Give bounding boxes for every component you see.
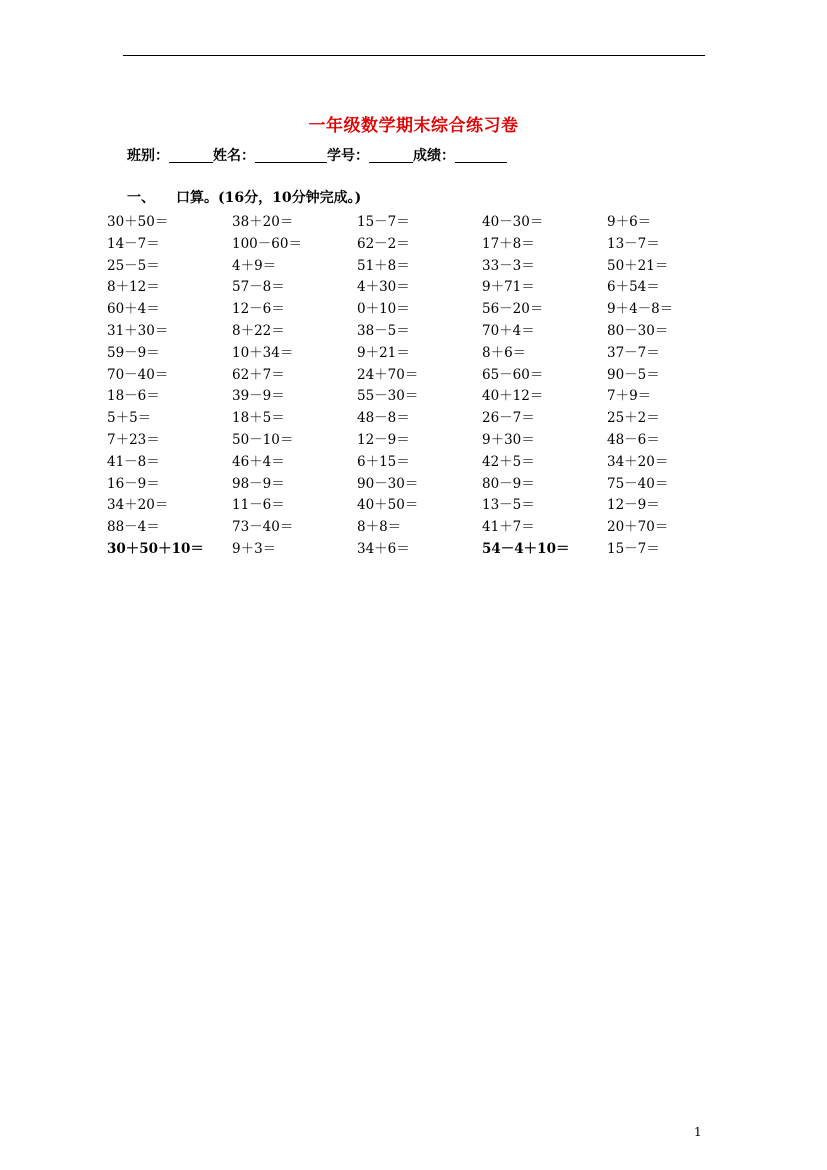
score-blank[interactable]	[455, 148, 507, 163]
problem-row	[107, 275, 767, 297]
problem-item: 88－4＝	[107, 519, 160, 536]
problem-item: 31＋30＝	[107, 322, 169, 339]
problem-item: 13－5＝	[482, 497, 535, 514]
problem-item: 0＋10＝	[357, 301, 410, 318]
problem-item: 6＋54＝	[607, 279, 660, 296]
section-heading	[127, 187, 361, 207]
problem-item: 9＋4－8＝	[607, 301, 674, 318]
problem-item: 6＋15＝	[357, 453, 410, 470]
problem-row	[107, 515, 767, 537]
student-no-label: 学号：	[327, 148, 369, 164]
problem-item: 9＋71＝	[482, 279, 535, 296]
problem-item: 12－9＝	[607, 497, 660, 514]
problem-item: 40＋50＝	[357, 497, 419, 514]
problem-item: 20＋70＝	[607, 519, 669, 536]
section-text: 口算。(16分，10分钟完成。)	[176, 190, 362, 206]
problem-item: 10＋34＝	[232, 344, 294, 361]
problem-item: 48－8＝	[357, 410, 410, 427]
problem-item: 25＋2＝	[607, 410, 660, 427]
page-number: 1	[694, 1125, 702, 1139]
problem-item: 37－7＝	[607, 344, 660, 361]
problem-item: 8＋22＝	[232, 322, 285, 339]
problem-item: 41－8＝	[107, 453, 160, 470]
problem-item: 13－7＝	[607, 235, 660, 252]
problem-item: 40－30＝	[482, 214, 544, 230]
problem-item: 48－6＝	[607, 431, 660, 448]
problem-grid	[107, 210, 767, 559]
problem-item: 7＋23＝	[107, 431, 160, 448]
problem-item: 65－60＝	[482, 366, 544, 383]
problem-item: 9＋30＝	[482, 431, 535, 448]
name-blank[interactable]	[255, 148, 327, 163]
problem-item: 34＋20＝	[607, 453, 669, 470]
problem-item: 30＋50＋10＝	[107, 540, 204, 557]
problem-item: 100－60＝	[232, 235, 302, 252]
problem-item: 50＋21＝	[607, 257, 669, 274]
problem-item: 34＋20＝	[107, 497, 169, 514]
class-blank[interactable]	[169, 148, 213, 163]
problem-item: 12－6＝	[232, 301, 285, 318]
problem-row	[107, 341, 767, 363]
problem-item: 59－9＝	[107, 344, 160, 361]
problem-row	[107, 537, 767, 559]
problem-item: 34＋6＝	[357, 540, 410, 557]
problem-item: 41＋7＝	[482, 519, 535, 536]
problem-item: 15－7＝	[357, 214, 410, 230]
problem-item: 30＋50＝	[107, 214, 169, 230]
problem-item: 8＋8＝	[357, 519, 402, 536]
problem-row	[107, 406, 767, 428]
problem-item: 17＋8＝	[482, 235, 535, 252]
problem-row	[107, 363, 767, 385]
problem-item: 12－9＝	[357, 431, 410, 448]
problem-item: 14－7＝	[107, 235, 160, 252]
problem-row	[107, 297, 767, 319]
problem-item: 98－9＝	[232, 475, 285, 492]
header-rule	[123, 55, 705, 56]
page-title: 一年级数学期末综合练习卷	[308, 116, 519, 136]
problem-item: 56－20＝	[482, 301, 544, 318]
problem-item: 50－10＝	[232, 431, 294, 448]
problem-item: 70＋4＝	[482, 322, 535, 339]
problem-item: 4＋9＝	[232, 257, 277, 274]
problem-item: 42＋5＝	[482, 453, 535, 470]
problem-item: 18－6＝	[107, 388, 160, 405]
problem-item: 33－3＝	[482, 257, 535, 274]
problem-item: 90－5＝	[607, 366, 660, 383]
problem-item: 9＋3＝	[232, 540, 277, 557]
problem-item: 9＋6＝	[607, 214, 652, 230]
problem-item: 57－8＝	[232, 279, 285, 296]
name-label: 姓名：	[213, 148, 255, 164]
problem-item: 54－4＋10＝	[482, 540, 570, 557]
problem-item: 40＋12＝	[482, 388, 544, 405]
problem-item: 7＋9＝	[607, 388, 652, 405]
problem-item: 38－5＝	[357, 322, 410, 339]
problem-row	[107, 232, 767, 254]
problem-item: 39－9＝	[232, 388, 285, 405]
problem-row	[107, 319, 767, 341]
problem-item: 5＋5＝	[107, 410, 152, 427]
student-no-blank[interactable]	[369, 148, 413, 163]
problem-item: 80－30＝	[607, 322, 669, 339]
problem-item: 25－5＝	[107, 257, 160, 274]
problem-row	[107, 384, 767, 406]
section-number: 一、	[127, 190, 155, 206]
problem-row	[107, 428, 767, 450]
problem-row	[107, 493, 767, 515]
problem-item: 70－40＝	[107, 366, 169, 383]
problem-item: 73－40＝	[232, 519, 294, 536]
problem-item: 62＋7＝	[232, 366, 285, 383]
problem-item: 62－2＝	[357, 235, 410, 252]
problem-item: 26－7＝	[482, 410, 535, 427]
problem-row	[107, 472, 767, 494]
student-info-line	[127, 145, 507, 165]
problem-item: 38＋20＝	[232, 214, 294, 230]
problem-item: 8＋6＝	[482, 344, 527, 361]
problem-item: 51＋8＝	[357, 257, 410, 274]
problem-item: 8＋12＝	[107, 279, 160, 296]
problem-item: 16－9＝	[107, 475, 160, 492]
problem-item: 18＋5＝	[232, 410, 285, 427]
problem-item: 24＋70＝	[357, 366, 419, 383]
problem-item: 75－40＝	[607, 475, 669, 492]
problem-row	[107, 254, 767, 276]
problem-item: 60＋4＝	[107, 301, 160, 318]
problem-row	[107, 210, 767, 232]
problem-item: 9＋21＝	[357, 344, 410, 361]
problem-item: 55－30＝	[357, 388, 419, 405]
problem-item: 90－30＝	[357, 475, 419, 492]
class-label: 班别：	[127, 148, 169, 164]
problem-item: 80－9＝	[482, 475, 535, 492]
problem-item: 4＋30＝	[357, 279, 410, 296]
score-label: 成绩：	[413, 148, 455, 164]
problem-item: 11－6＝	[232, 497, 285, 514]
problem-item: 46＋4＝	[232, 453, 285, 470]
problem-item: 15－7＝	[607, 540, 660, 557]
problem-row	[107, 450, 767, 472]
